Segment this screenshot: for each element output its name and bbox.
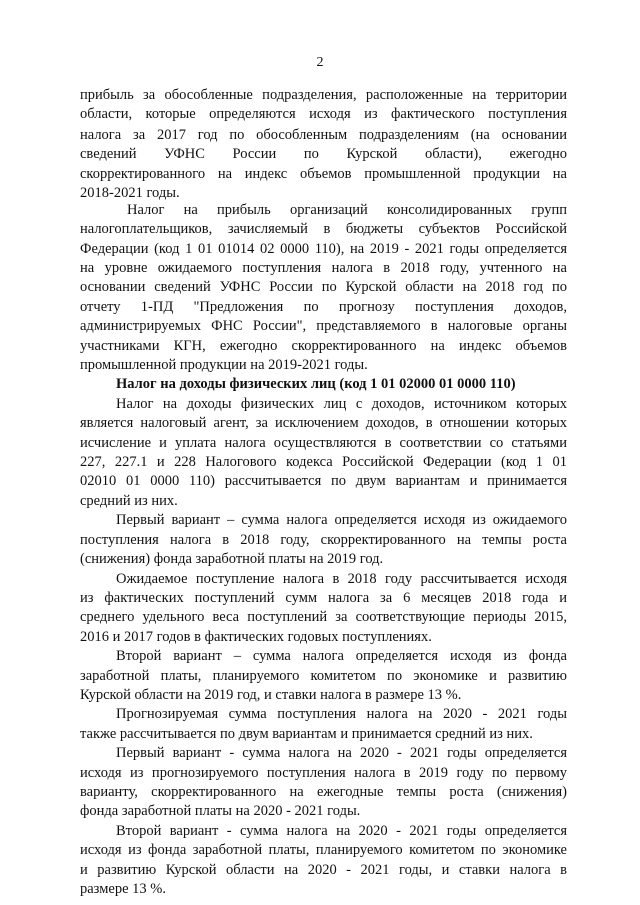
text-line: Первый вариант - сумма налога на 2020 - 2021 годы определяется: [116, 745, 567, 762]
text-line: Второй вариант – сумма налога определяется исходя из фонда: [116, 648, 567, 665]
text-line: также рассчитывается по двум вариантам и принимается средний из них.: [80, 725, 533, 742]
text-line: скорректированного на индекс объемов промышленной продукции на: [80, 165, 567, 182]
text-line: участниками КГН, ежегодно скорректированного на индекс объемов: [80, 337, 567, 354]
text-line: среднего удельного веса поступлений за соответствующие периоды 2015,: [80, 609, 567, 626]
text-line: 02010 01 0000 110) рассчитывается по двум вариантам и принимается: [80, 473, 567, 490]
text-line: сведений УФНС России по Курской области), ежегодно: [80, 146, 567, 163]
text-line: налогоплательщиков, зачисляемый в бюджеты субъектов Российской: [80, 221, 567, 238]
text-line: фонда заработной платы на 2020 - 2021 годы.: [80, 803, 361, 820]
text-line: области, которые определяются исходя из фактического поступления: [80, 106, 567, 123]
text-line: промышленной продукции на 2019-2021 годы.: [80, 357, 368, 373]
text-line: является налоговый агент, за исключением доходов, в отношении которых: [80, 415, 567, 432]
text-line: и развитию Курской области на 2020 - 2021 годы, и ставки налога в: [80, 861, 567, 878]
text-line: 2016 и 2017 годов в фактических годовых поступлениях.: [80, 628, 432, 645]
text-line: основании сведений УФНС России по Курской области на 2018 год по: [80, 279, 567, 296]
text-line: Ожидаемое поступление налога в 2018 году рассчитывается исходя: [116, 570, 567, 587]
text-line: отчету 1-ПД "Предложения по прогнозу поступления доходов,: [80, 298, 567, 315]
text-line: поступления налога в 2018 году, скорректированного на темпы роста: [80, 531, 567, 548]
text-line: Курской области на 2019 год, и ставки налога в размере 13 %.: [80, 686, 462, 703]
page-number: 2: [316, 55, 324, 70]
text-line: Налог на прибыль организаций консолидированных групп: [127, 201, 567, 218]
text-line: размере 13 %.: [80, 881, 166, 897]
text-line: заработной платы, планируемого комитетом по экономике и развитию: [80, 667, 567, 684]
text-line: Первый вариант – сумма налога определяется исходя из ожидаемого: [116, 512, 567, 529]
text-line: варианту, скорректированного на ежегодные темпы роста (снижения): [80, 784, 567, 800]
text-line: Прогнозируемая сумма поступления налога на 2020 - 2021 годы: [116, 706, 567, 723]
text-line: прибыль за обособленные подразделения, расположенные на территории: [80, 87, 567, 103]
text-line: (снижения) фонда заработной платы на 2019 год.: [80, 551, 384, 567]
text-line: Второй вариант - сумма налога на 2020 - 2021 годы определяется: [116, 822, 567, 839]
text-line: исходя из фонда заработной платы, планируемого комитетом по экономике: [80, 842, 567, 859]
text-line: из фактических поступлений сумм налога за 6 месяцев 2018 года и: [80, 589, 567, 606]
text-line: исчисление и уплата налога осуществляются в соответствии со статьями: [80, 434, 567, 451]
text-line: Федерации (код 1 01 01014 02 0000 110), на 2019 - 2021 годы определяется: [80, 240, 567, 257]
text-line: 2018-2021 годы.: [80, 184, 180, 201]
text-line: налога за 2017 год по обособленным подразделениям (на основании: [80, 126, 567, 143]
text-line: Налог на доходы физических лиц с доходов, источником которых: [116, 395, 567, 412]
text-line: средний из них.: [80, 492, 178, 509]
text-line: 227, 227.1 и 228 Налогового кодекса Российской Федерации (код 1 01: [80, 454, 567, 470]
text-line: администрируемых ФНС России", представляемого в налоговые органы: [80, 318, 567, 335]
text-line: на уровне ожидаемого поступления налога в 2018 году, учтенного на: [80, 259, 567, 276]
section-heading: Налог на доходы физических лиц (код 1 01 02000 01 0000 110): [116, 376, 516, 393]
text-line: исходя из прогнозируемого поступления налога в 2019 году по первому: [80, 764, 567, 781]
